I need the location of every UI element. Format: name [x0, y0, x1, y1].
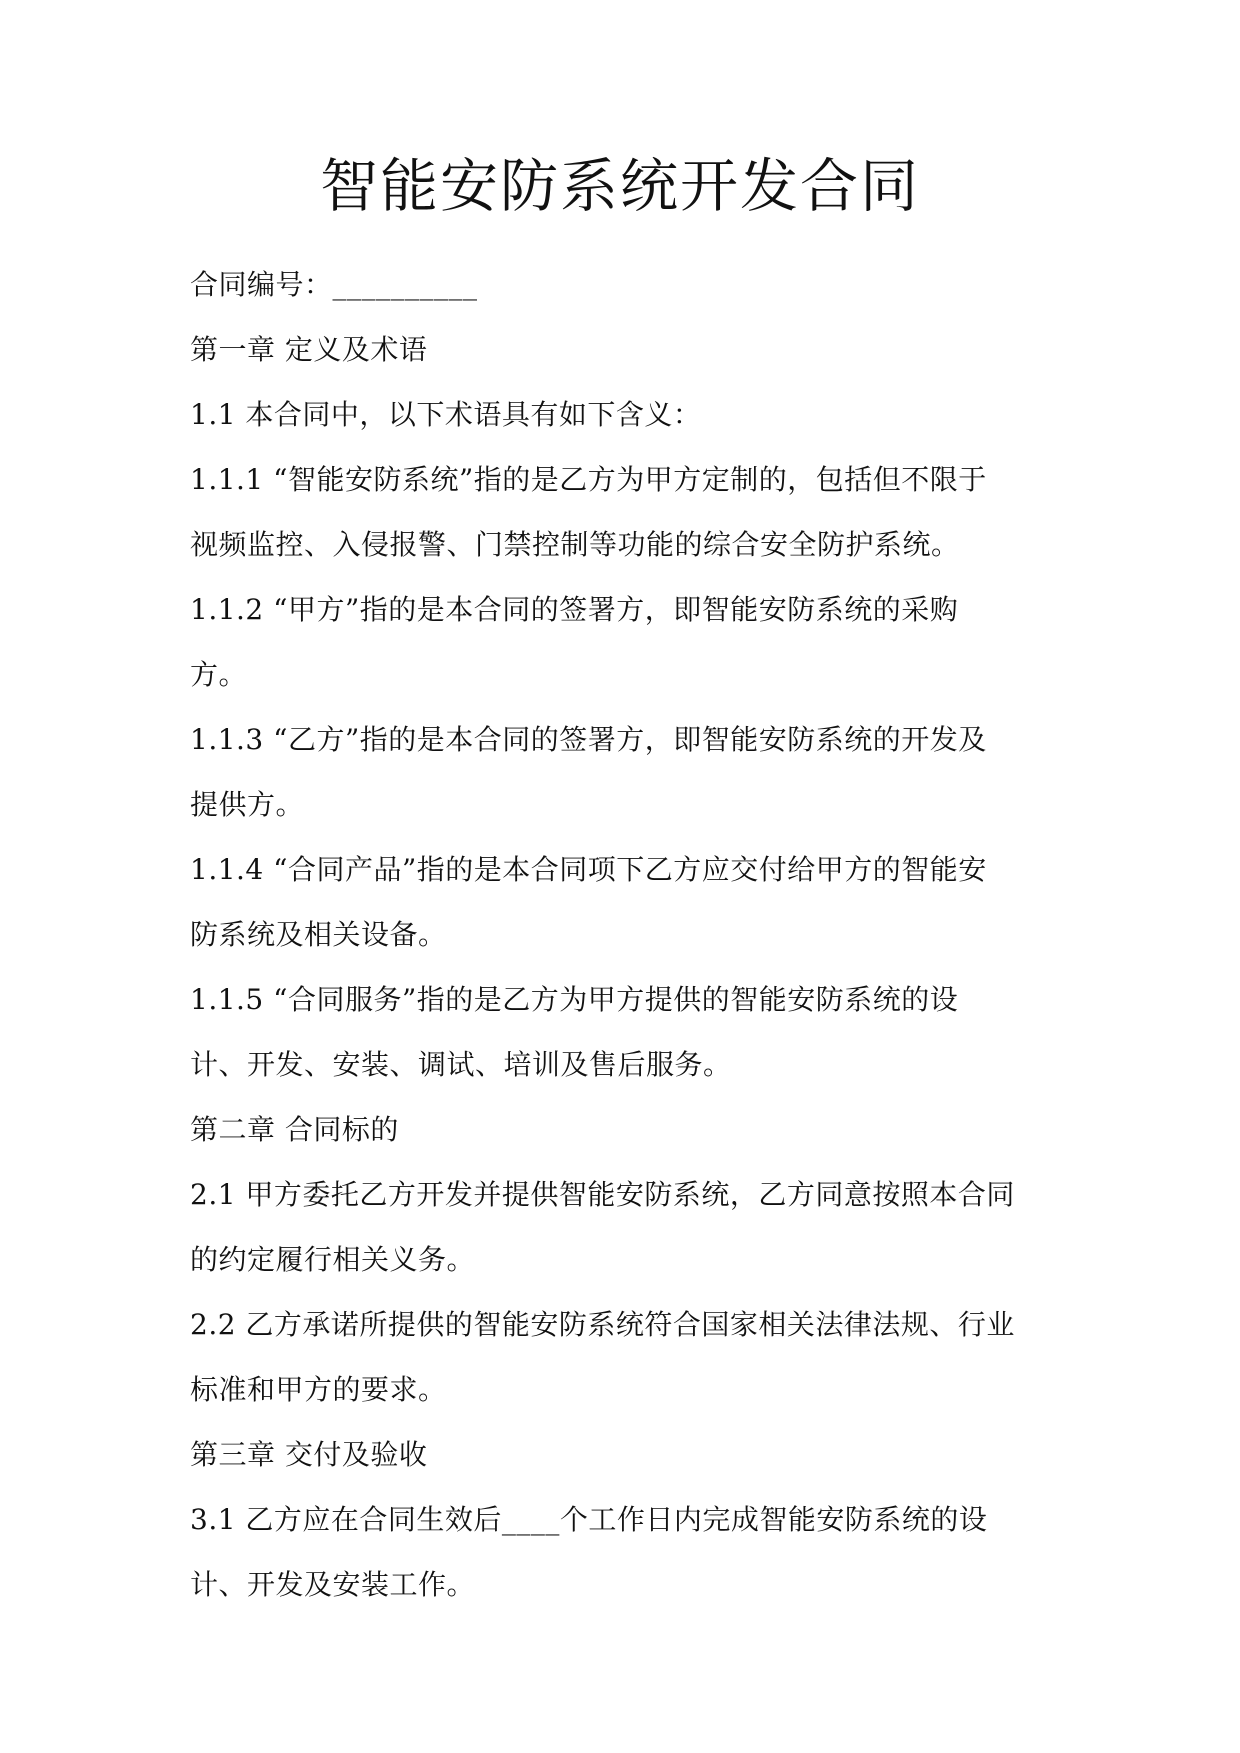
chapter-1-heading: 第一章 定义及术语 [190, 333, 428, 366]
clause-1-1-2-line-1: 1.1.2 “甲方”指的是本合同的签署方，即智能安防系统的采购 [190, 593, 959, 626]
clause-1-1-5-line-2: 计、开发、安装、调试、培训及售后服务。 [190, 1048, 732, 1081]
clause-1-1-4-line-1: 1.1.4 “合同产品”指的是本合同项下乙方应交付给甲方的智能安 [190, 853, 987, 886]
clause-3-1-line-1: 3.1 乙方应在合同生效后____个工作日内完成智能安防系统的设 [190, 1503, 988, 1536]
document-title: 智能安防系统开发合同 [319, 152, 920, 220]
clause-1-1-3-line-2: 提供方。 [190, 788, 305, 821]
chapter-3-heading: 第三章 交付及验收 [190, 1438, 428, 1471]
chapter-2-heading: 第二章 合同标的 [190, 1113, 399, 1146]
clause-1-1-1-line-2: 视频监控、入侵报警、门禁控制等功能的综合安全防护系统。 [190, 528, 960, 561]
clause-1-1-3-line-1: 1.1.3 “乙方”指的是本合同的签署方，即智能安防系统的开发及 [190, 723, 987, 756]
clause-1-1-4-line-2: 防系统及相关设备。 [190, 918, 447, 951]
clause-1-1-2-line-2: 方。 [190, 658, 248, 691]
clause-2-2-line-1: 2.2 乙方承诺所提供的智能安防系统符合国家相关法律法规、行业 [190, 1308, 1015, 1341]
clause-2-1-line-2: 的约定履行相关义务。 [190, 1243, 476, 1276]
clause-1-1-5-line-1: 1.1.5 “合同服务”指的是乙方为甲方提供的智能安防系统的设 [190, 983, 959, 1016]
clause-3-1-line-2: 计、开发及安装工作。 [190, 1568, 476, 1601]
clause-2-2-line-2: 标准和甲方的要求。 [190, 1373, 447, 1406]
clause-2-1-line-1: 2.1 甲方委托乙方开发并提供智能安防系统，乙方同意按照本合同 [190, 1178, 1015, 1211]
clause-1-1-1-line-1: 1.1.1 “智能安防系统”指的是乙方为甲方定制的，包括但不限于 [190, 463, 987, 496]
contract-number-line: 合同编号：__________ [190, 268, 478, 301]
document-body [190, 252, 1060, 1617]
clause-1-1: 1.1 本合同中，以下术语具有如下含义： [190, 398, 702, 431]
